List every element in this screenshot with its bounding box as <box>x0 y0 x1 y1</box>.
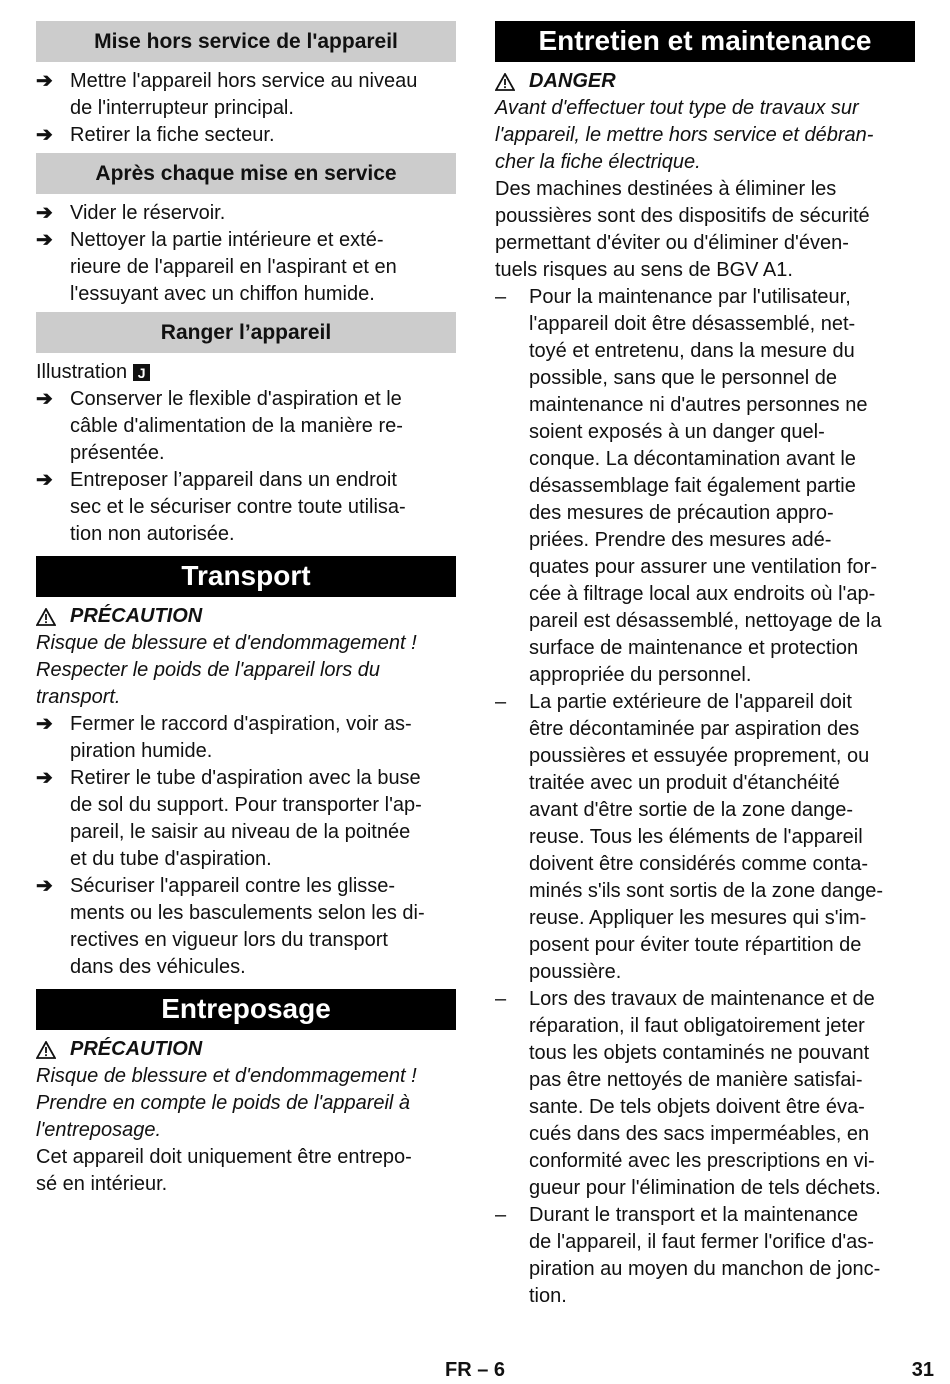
section-title-storage: Entreposage <box>36 989 456 1030</box>
list-item-text: Retirer le tube d'aspiration avec la buse de sol du support. Pour transporter l'ap- pareil, le saisir au niveau de la poitnée et du tube d'aspiration. <box>70 767 422 870</box>
right-arrow-icon: ➔ <box>36 229 53 251</box>
right-column <box>495 21 915 1310</box>
list-item <box>495 689 915 986</box>
danger-text: Avant d'effectuer tout type de travaux sur l'appareil, le mettre hors service et débran- cher la fiche électrique. <box>495 97 874 173</box>
caution-text: Risque de blessure et d'endommagement ! Prendre en compte le poids de l'appareil à l'entreposage. <box>36 1065 417 1141</box>
list-item-text: Retirer la fiche secteur. <box>70 124 275 146</box>
dash-marker: – <box>495 691 507 713</box>
list-item-text: Nettoyer la partie intérieure et exté- rieure de l'appareil en l'aspirant et en l'essuyant avec un chiffon humide. <box>70 229 397 305</box>
list-item <box>495 986 915 1202</box>
right-arrow-icon: ➔ <box>36 713 53 735</box>
list-item-text: Sécuriser l'appareil contre les glisse- ments ou les basculements selon les di- rectives en vigueur lors du transport dans des véhicules. <box>70 875 425 978</box>
storage-text: Cet appareil doit uniquement être entrepo- sé en intérieur. <box>36 1146 412 1195</box>
warning-triangle-icon <box>36 1041 70 1059</box>
illustration-label: Illustration <box>36 361 128 383</box>
footer-language-code: FR – 6 <box>444 1359 506 1381</box>
danger-heading <box>495 68 915 95</box>
right-arrow-icon: ➔ <box>36 767 53 789</box>
caution-label: PRÉCAUTION <box>70 605 203 627</box>
list-item-text: Lors des travaux de maintenance et de réparation, il faut obligatoirement jeter tous les objets contaminés ne pouvant pas être nettoyés de manière satisfai- sante. De tels objets doivent être éva- cués dans des sacs imperméables, en conformité avec les prescriptions en vi- gueur pour l'élimination de tels déchets. <box>529 988 881 1199</box>
list-item-text: La partie extérieure de l'appareil doit être décontaminée par aspiration des poussières et essuyée proprement, ou traitée avec un produit d'étanchéité avant d'être sortie de la zone dange- reuse. Tous les éléments de l'appareil doivent être considérés comme conta- minés s'ils sont sortis de la zone dange- reuse. Appliquer les mesures qui s'im- posent pour éviter toute répartition de poussière. <box>529 691 883 983</box>
illustration-letter-badge: J <box>133 364 150 381</box>
list-item <box>36 873 456 981</box>
list-item <box>36 467 456 548</box>
intro-text: Des machines destinées à éliminer les poussières sont des dispositifs de sécurité permettant d'éviter ou d'éliminer d'éven- tuels risques au sens de BGV A1. <box>495 178 870 281</box>
section-title-store-device: Ranger l’appareil <box>36 312 456 353</box>
list-item-text: Entreposer l’appareil dans un endroit sec et le sécuriser contre toute utilisa- tion non autorisée. <box>70 469 406 545</box>
right-arrow-icon: ➔ <box>36 202 53 224</box>
list-item <box>36 386 456 467</box>
dash-marker: – <box>495 286 507 308</box>
warning-triangle-icon <box>495 73 529 91</box>
caution-label: PRÉCAUTION <box>70 1038 203 1060</box>
list-item <box>495 1202 915 1310</box>
list-item-text: Pour la maintenance par l'utilisateur, l'appareil doit être désassemblé, net- toyé et entretenu, dans la mesure du possible, sans que le personnel de maintenance ni d'autres personnes ne soient exposés à un danger quel- conque. La décontamination avant le désassemblage fait également partie des mesures de précaution appro- priées. Prendre des mesures adé- quates pour assurer une ventilation for- cée à filtrage local aux endroits où l'ap- pareil est désassemblé, nettoyage de la surface de maintenance et protection appropriée du personnel. <box>529 286 882 686</box>
caution-text: Risque de blessure et d'endommagement ! Respecter le poids de l'appareil lors du transport. <box>36 632 417 708</box>
list-item-text: Fermer le raccord d'aspiration, voir as- piration humide. <box>70 713 412 762</box>
right-arrow-icon: ➔ <box>36 388 53 410</box>
page-number: 31 <box>911 1359 934 1381</box>
right-arrow-icon: ➔ <box>36 70 53 92</box>
list-item <box>36 200 456 227</box>
list-item <box>495 284 915 689</box>
caution-heading <box>36 1036 456 1063</box>
list-item-text: Conserver le flexible d'aspiration et le câble d'alimentation de la manière re- présentée. <box>70 388 403 464</box>
section-title-maintenance: Entretien et maintenance <box>495 21 915 62</box>
warning-triangle-icon <box>36 608 70 626</box>
section-title-shutdown: Mise hors service de l'appareil <box>36 21 456 62</box>
list-item <box>36 711 456 765</box>
list-item <box>36 122 456 149</box>
list-item-text: Vider le réservoir. <box>70 202 226 224</box>
section-title-after-use: Après chaque mise en service <box>36 153 456 194</box>
section-title-transport: Transport <box>36 556 456 597</box>
list-item <box>36 227 456 308</box>
list-item-text: Mettre l'appareil hors service au niveau de l'interrupteur principal. <box>70 70 418 119</box>
right-arrow-icon: ➔ <box>36 469 53 491</box>
dash-marker: – <box>495 988 507 1010</box>
dash-marker: – <box>495 1204 507 1226</box>
list-item-text: Durant le transport et la maintenance de l'appareil, il faut fermer l'orifice d'as- piration au moyen du manchon de jonc- tion. <box>529 1204 881 1307</box>
list-item <box>36 765 456 873</box>
illustration-reference <box>36 359 456 386</box>
danger-label: DANGER <box>529 70 616 92</box>
list-item <box>36 68 456 122</box>
right-arrow-icon: ➔ <box>36 875 53 897</box>
caution-heading <box>36 603 456 630</box>
left-column <box>36 21 456 1198</box>
right-arrow-icon: ➔ <box>36 124 53 146</box>
